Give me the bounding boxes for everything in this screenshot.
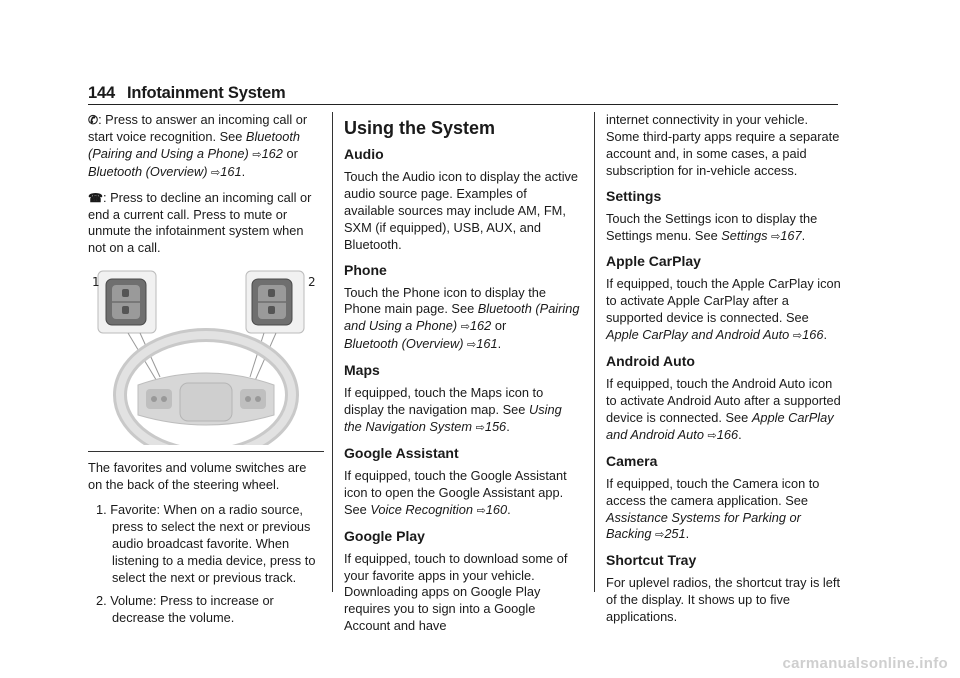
- arrow-icon: ⇨: [467, 339, 477, 352]
- xref-link[interactable]: Bluetooth (Overview): [344, 336, 464, 352]
- xref-link[interactable]: Using the Navigation System: [344, 402, 562, 434]
- steering-wheel-figure: [88, 265, 324, 445]
- xref-link[interactable]: Apple CarPlay and Android Auto: [606, 409, 834, 442]
- xref-link[interactable]: Bluetooth (Pairing and Using a Phone): [88, 128, 300, 161]
- page-ref[interactable]: 162: [469, 318, 492, 334]
- header-rule: [88, 104, 838, 105]
- arrow-icon: ⇨: [475, 421, 485, 434]
- xref-link[interactable]: Bluetooth (Overview): [88, 163, 208, 179]
- xref-link[interactable]: Assistance Systems for Parking or Backing: [606, 509, 801, 542]
- callout-2-label: 2: [308, 275, 316, 290]
- google-play-paragraph: If equipped, touch to download some of your favorite apps in your vehicle. Downloading apps on Google Play requires you to sign into a Google Account and have: [344, 550, 568, 634]
- section-heading: Using the System: [344, 118, 496, 138]
- page-ref[interactable]: 161: [476, 336, 498, 352]
- page-number: 144: [88, 84, 115, 102]
- android-auto-paragraph: If equipped, touch the Android Auto icon to activate Android Auto after a supported device is connected. See Apple CarPlay and Android Auto ⇨166.: [606, 376, 841, 442]
- watermark: carmanualsonline.info: [782, 655, 948, 672]
- subheading-phone: Phone: [344, 261, 387, 278]
- column-2: [344, 112, 580, 643]
- arrow-icon: ⇨: [211, 166, 221, 179]
- page-ref[interactable]: 167: [780, 227, 802, 243]
- subheading-google-assistant: Google Assistant: [344, 444, 459, 461]
- callout-1-label: 1: [92, 275, 100, 290]
- google-play-continued: internet connectivity in your vehicle. Some third-party apps require a separate account and, in some cases, a paid subscription for in-vehicle access.: [606, 112, 840, 178]
- google-assistant-paragraph: If equipped, touch the Google Assistant icon to open the Google Assistant app. See Voice Recognition ⇨160.: [344, 467, 567, 517]
- maps-paragraph: If equipped, touch the Maps icon to display the navigation map. See Using the Navigation System ⇨156.: [344, 385, 562, 434]
- arrow-icon: ⇨: [707, 429, 717, 442]
- phone-paragraph: Touch the Phone icon to display the Phone main page. See Bluetooth (Pairing and Using a Phone) ⇨162 or Bluetooth (Overview) ⇨161.: [344, 284, 580, 352]
- phone-hangup-icon: ☎: [88, 190, 103, 205]
- subheading-shortcut-tray: Shortcut Tray: [606, 552, 697, 569]
- list-item: 1. Favorite: When on a radio source, press to select the next or previous audio broadcast favorite. When listening to a media device, press to select the next or previous track.: [96, 502, 316, 585]
- section-title: Infotainment System: [126, 84, 286, 102]
- page-ref[interactable]: 161: [220, 163, 242, 179]
- column-1: [88, 112, 324, 632]
- list-item: 2. Volume: Press to increase or decrease the volume.: [96, 592, 274, 625]
- arrow-icon: ⇨: [476, 504, 486, 517]
- page-ref[interactable]: 156: [484, 418, 507, 434]
- decline-call-paragraph: ☎: Press to decline an incoming call or end a current call. Press to mute or unmute the infotainment system when not on a call.: [88, 189, 312, 256]
- figure-rule: [88, 451, 324, 452]
- column-divider-2: [594, 112, 595, 592]
- answer-call-paragraph: ✆: Press to answer an incoming call or start voice recognition. See Bluetooth (Pairing and Using a Phone) ⇨162 or Bluetooth (Overview) ⇨161.: [88, 112, 308, 179]
- subheading-audio: Audio: [344, 146, 384, 162]
- page-ref[interactable]: 162: [261, 145, 283, 161]
- page-ref[interactable]: 160: [485, 501, 508, 517]
- switches-paragraph: The favorites and volume switches are on the back of the steering wheel.: [88, 460, 307, 493]
- page-ref[interactable]: 166: [716, 426, 739, 442]
- xref-link[interactable]: Settings: [721, 227, 768, 243]
- subheading-camera: Camera: [606, 452, 658, 469]
- settings-paragraph: Touch the Settings icon to display the Settings menu. See Settings ⇨167.: [606, 210, 818, 243]
- arrow-icon: ⇨: [792, 330, 803, 343]
- arrow-icon: ⇨: [655, 529, 665, 542]
- xref-link[interactable]: Voice Recognition: [370, 501, 474, 517]
- column-3: [606, 112, 842, 634]
- camera-paragraph: If equipped, touch the Camera icon to access the camera application. See Assistance Systems for Parking or Backing ⇨251.: [606, 475, 820, 542]
- subheading-settings: Settings: [606, 187, 662, 204]
- subheading-apple-carplay: Apple CarPlay: [606, 253, 701, 270]
- xref-link[interactable]: Apple CarPlay and Android Auto: [606, 327, 790, 343]
- subheading-google-play: Google Play: [344, 527, 425, 544]
- page-ref[interactable]: 166: [802, 327, 824, 343]
- column-divider-1: [332, 112, 333, 592]
- switch-list: [88, 502, 324, 626]
- page-header: [88, 84, 285, 103]
- xref-link[interactable]: Bluetooth (Pairing and Using a Phone): [344, 301, 580, 334]
- arrow-icon: ⇨: [252, 148, 262, 161]
- subheading-android-auto: Android Auto: [606, 353, 695, 370]
- carplay-paragraph: If equipped, touch the Apple CarPlay icon to activate Apple CarPlay after a supported device is connected. See Apple CarPlay and Android Auto ⇨166.: [606, 276, 841, 343]
- arrow-icon: ⇨: [771, 230, 781, 243]
- audio-paragraph: Touch the Audio icon to display the active audio source page. Examples of available sources may include AM, FM, SXM (if equipped), USB, AUX, and Bluetooth.: [344, 169, 579, 252]
- shortcut-tray-paragraph: For uplevel radios, the shortcut tray is left of the display. It shows up to five applications.: [606, 575, 840, 625]
- subheading-maps: Maps: [344, 362, 380, 379]
- arrow-icon: ⇨: [460, 321, 470, 334]
- page-ref[interactable]: 251: [664, 526, 686, 542]
- phone-answer-icon: ✆: [88, 113, 99, 127]
